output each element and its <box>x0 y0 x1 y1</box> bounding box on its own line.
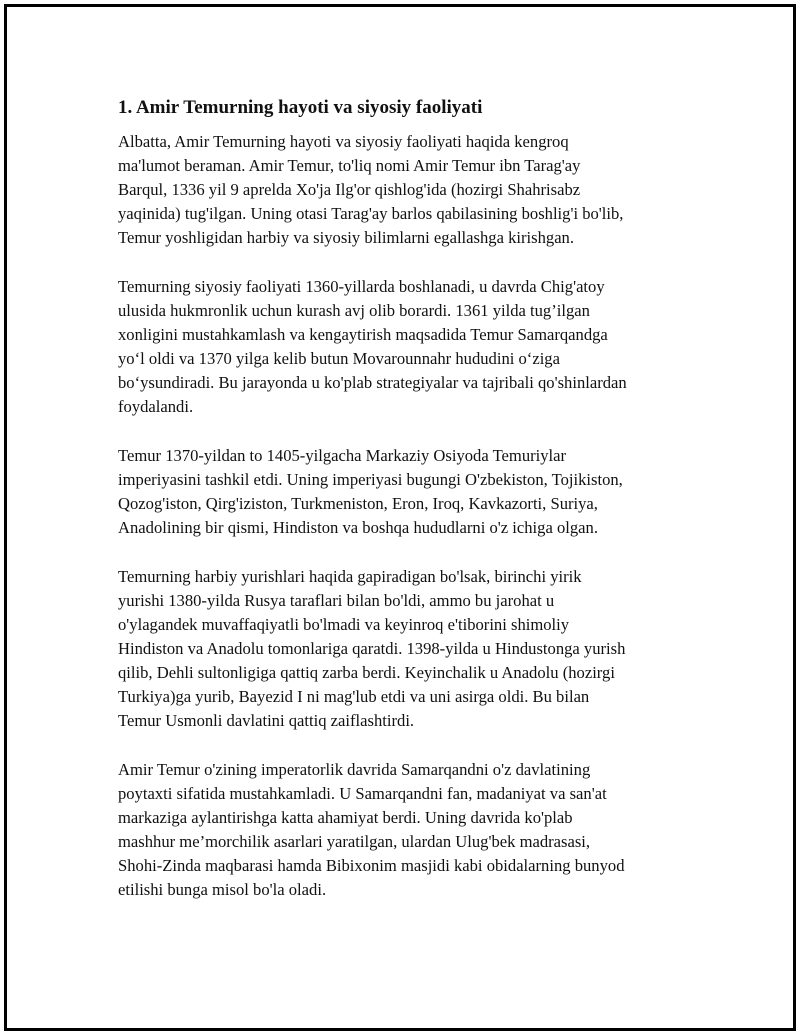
line: xonligini mustahkamlash va kengaytirish maqsadida Temur Samarqandga <box>118 325 608 345</box>
line: yaqinida) tug'ilgan. Uning otasi Tarag'ay barlos qabilasining boshlig'i bo'lib, <box>118 204 624 224</box>
line: yo‘l oldi va 1370 yilga kelib butun Movarounnahr hududini o‘ziga <box>118 349 560 369</box>
paragraph-1 <box>118 130 698 250</box>
line: Albatta, Amir Temurning hayoti va siyosiy faoliyati haqida kengroq <box>118 132 569 151</box>
line: Qozog'iston, Qirg'iziston, Turkmeniston, Eron, Iroq, Kavkazorti, Suriya, <box>118 494 598 513</box>
line: Anadolining bir qismi, Hindiston va boshqa hududlarni o'z ichiga olgan. <box>118 518 598 538</box>
line: foydalandi. <box>118 397 194 417</box>
line: ma'lumot beraman. Amir Temur, to'liq nomi Amir Temur ibn Tarag'ay <box>118 156 581 176</box>
line: o'ylagandek muvaffaqiyatli bo'lmadi va keyinroq e'tiborini shimoliy <box>118 614 570 634</box>
line: Shohi-Zinda maqbarasi hamda Bibixonim masjidi kabi obidalarning bunyod <box>118 856 625 875</box>
paragraph-5 <box>118 758 698 903</box>
paragraph-2 <box>118 275 698 420</box>
line: poytaxti sifatida mustahkamladi. U Samarqandni fan, madaniyat va san'at <box>118 783 607 803</box>
line: Amir Temur o'zining imperatorlik davrida Samarqandni o'z davlatining <box>118 759 591 779</box>
line: ulusida hukmronlik uchun kurash avj olib borardi. 1361 yilda tug’ilgan <box>118 300 590 320</box>
line: Temur 1370-yildan to 1405-yilgacha Markaziy Osiyoda Temuriylar <box>118 445 567 465</box>
section-title: 1. Amir Temurning hayoti va siyosiy faoliyati <box>118 97 483 118</box>
line: markaziga aylantirishga katta ahamiyat berdi. Uning davrida ko'plab <box>118 807 573 827</box>
line: Temur Usmonli davlatini qattiq zaiflashtirdi. <box>118 711 415 731</box>
paragraph-3 <box>118 444 698 540</box>
line: qilib, Dehli sultonligiga qattiq zarba berdi. Keyinchalik u Anadolu (hozirgi <box>118 662 615 682</box>
line: bo‘ysundiradi. Bu jarayonda u ko'plab strategiyalar va tajribali qo'shinlardan <box>118 373 627 393</box>
line: Temurning siyosiy faoliyati 1360-yillarda boshlanadi, u davrda Chig'atoy <box>118 276 605 296</box>
line: Temur yoshligidan harbiy va siyosiy bilimlarni egallashga kirishgan. <box>118 228 575 248</box>
paragraph-4 <box>118 565 698 734</box>
line: Temurning harbiy yurishlari haqida gapiradigan bo'lsak, birinchi yirik <box>118 566 582 586</box>
line: Turkiya)ga yurib, Bayezid I ni mag'lub etdi va uni asirga oldi. Bu bilan <box>118 687 590 707</box>
line: etilishi bunga misol bo'la oladi. <box>118 880 327 900</box>
document-body <box>118 96 698 927</box>
line: Barqul, 1336 yil 9 aprelda Xo'ja Ilg'or qishlog'ida (hozirgi Shahrisabz <box>118 180 581 200</box>
line: imperiyasini tashkil etdi. Uning imperiyasi bugungi O'zbekiston, Tojikiston, <box>118 469 623 489</box>
line: mashhur me’morchilik asarlari yaratilgan, ulardan Ulug'bek madrasasi, <box>118 831 591 851</box>
line: yurishi 1380-yilda Rusya taraflari bilan bo'ldi, ammo bu jarohat u <box>118 590 555 610</box>
line: Hindiston va Anadolu tomonlariga qaratdi. 1398-yilda u Hindustonga yurish <box>118 638 626 658</box>
